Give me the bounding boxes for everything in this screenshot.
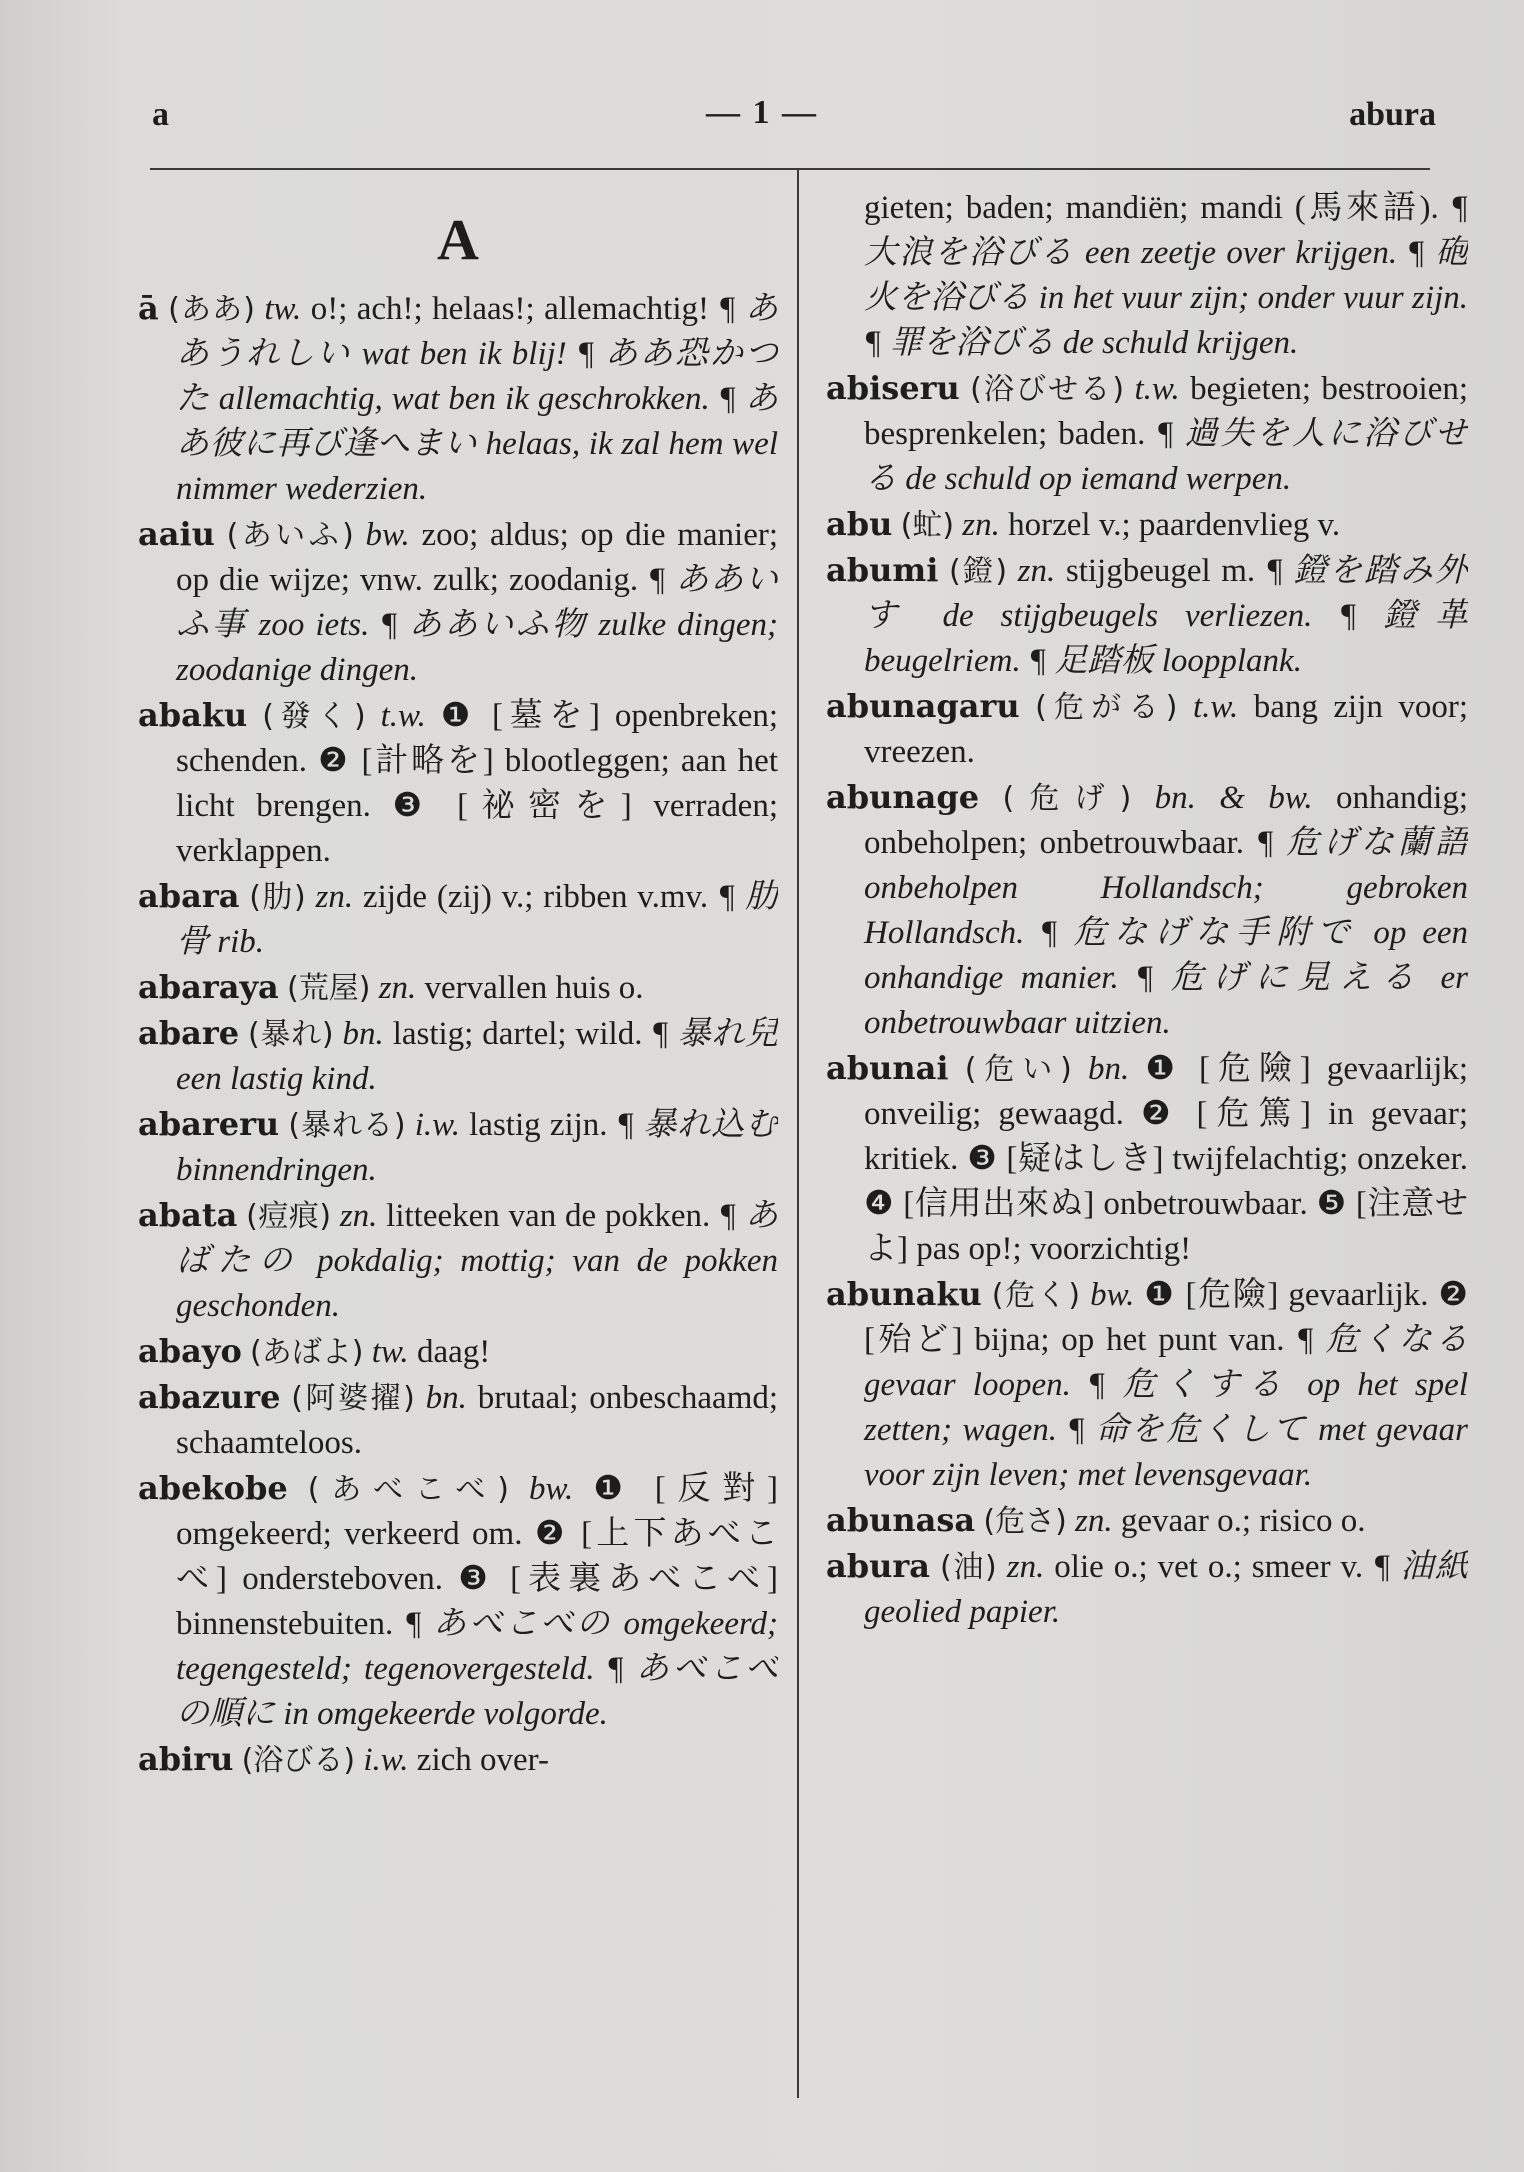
entry-definition: olie o.; vet o.; smeer v. — [1054, 1549, 1364, 1585]
entry-part-of-speech: zn. — [315, 879, 354, 915]
entry-examples: ¶ 危くなる gevaar loopen. ¶ 危くする op het spel zetten; wagen. ¶ 命を危くして met gevaar voor zijn leven; met levensgevaar. — [864, 1322, 1468, 1493]
entry-kana: (荒屋) — [287, 971, 371, 1006]
entry-kana: (阿婆擢) — [291, 1381, 415, 1416]
entry-headword: abunasa — [826, 1501, 976, 1539]
entry-part-of-speech: bn. — [1087, 1051, 1130, 1087]
entry-headword: abata — [138, 1196, 238, 1234]
entry-kana: (あべこべ) — [307, 1472, 509, 1507]
dictionary-entry — [138, 1011, 778, 1102]
header-left-guideword: a — [152, 96, 169, 133]
dictionary-entry — [138, 965, 778, 1011]
entry-part-of-speech: zn. — [1006, 1549, 1045, 1585]
left-column — [138, 186, 778, 2086]
entry-definition: zich over- — [416, 1742, 549, 1778]
entry-kana: (痘痕) — [246, 1199, 332, 1234]
dictionary-entry — [826, 186, 1468, 366]
dictionary-entry — [138, 512, 778, 693]
entry-part-of-speech: zn. — [962, 507, 1000, 543]
entry-kana: (あいふ) — [226, 518, 354, 553]
entry-definition: zijde (zij) v.; ribben v.mv. — [362, 879, 709, 915]
entry-examples: ¶ ああいふ事 zoo iets. ¶ ああいふ物 zulke dingen; zoodanige dingen. — [176, 562, 778, 688]
dictionary-entry — [826, 1046, 1468, 1272]
entry-kana: (暴れる) — [288, 1108, 406, 1143]
entry-kana: (危い) — [964, 1052, 1072, 1087]
entry-kana: (浴びる) — [241, 1743, 356, 1778]
entry-part-of-speech: zn. — [1017, 553, 1056, 589]
entry-kana: (あばよ) — [250, 1335, 364, 1370]
entry-headword: abunage — [826, 778, 980, 816]
entry-part-of-speech: tw. — [264, 291, 302, 327]
entry-examples: ¶ あべこべの omgekeerd; tegengesteld; tegenovergesteld. ¶ あべこべの順に in omgekeerde volgorde. — [176, 1606, 778, 1732]
dictionary-entry — [138, 1466, 778, 1737]
entry-definition: ❶ [反對] omgekeerd; verkeerd om. ❷ [上下あべこべ] ondersteboven. ❸ [表裏あべこべ] binnenstebuiten. — [176, 1471, 778, 1642]
entry-continuation: gieten; baden; mandiën; mandi (馬來語). — [864, 190, 1439, 226]
entry-definition: brutaal; onbeschaamd; schaamteloos. — [176, 1380, 778, 1461]
dictionary-entry — [138, 1375, 778, 1466]
entry-kana: (鐙) — [948, 554, 1008, 589]
entry-headword: abareru — [138, 1105, 280, 1143]
dictionary-entry — [138, 1329, 778, 1375]
entry-headword: abura — [826, 1547, 930, 1585]
entry-headword: abumi — [826, 551, 939, 589]
entry-part-of-speech: zn. — [1075, 1503, 1113, 1539]
entry-examples: ¶ 油紙 geolied papier. — [864, 1549, 1468, 1630]
entry-part-of-speech: bn. & bw. — [1154, 780, 1313, 816]
entry-part-of-speech: bw. — [528, 1471, 574, 1507]
entry-headword: abunaku — [826, 1275, 982, 1313]
entry-part-of-speech: zn. — [339, 1198, 378, 1234]
dictionary-entry — [138, 1102, 778, 1193]
entry-headword: abiru — [138, 1740, 234, 1778]
entry-definition: daag! — [416, 1334, 491, 1370]
entry-kana: (肋) — [249, 880, 306, 915]
column-divider — [797, 168, 799, 2098]
entry-examples: ¶ 過失を人に浴びせる de schuld op iemand werpen. — [864, 416, 1468, 497]
entry-headword: ā — [138, 289, 159, 327]
entry-part-of-speech: bw. — [1090, 1277, 1135, 1313]
right-column — [826, 186, 1468, 2086]
entry-definition: stijgbeugel m. — [1065, 553, 1256, 589]
section-letter: A — [437, 207, 479, 272]
entry-part-of-speech: zn. — [378, 970, 417, 1006]
entry-headword: aaiu — [138, 515, 215, 553]
entry-part-of-speech: bw. — [365, 517, 410, 553]
entry-kana: (危さ) — [983, 1504, 1067, 1539]
entry-part-of-speech: bn. — [342, 1016, 384, 1052]
entry-part-of-speech: t.w. — [1134, 371, 1180, 407]
header-rule — [150, 168, 1430, 170]
entry-examples: ¶ 暴れ兒 een lastig kind. — [176, 1016, 778, 1097]
entry-examples: ¶ 暴れ込む binnendringen. — [176, 1107, 778, 1188]
entry-definition: lastig; dartel; wild. — [392, 1016, 643, 1052]
dictionary-entry — [826, 366, 1468, 502]
entry-kana: (虻) — [900, 508, 955, 543]
entry-headword: abunai — [826, 1049, 949, 1087]
entry-headword: abunagaru — [826, 687, 1020, 725]
dictionary-entry — [826, 1544, 1468, 1635]
dictionary-entry — [138, 874, 778, 965]
entry-definition: ❶ [危險] gevaarlijk. ❷ [殆ど] bijna; op het punt van. — [864, 1277, 1468, 1358]
entry-definition: litteeken van de pokken. — [386, 1198, 711, 1234]
entry-examples: ¶ 危げな蘭語 onbeholpen Hollandsch; gebroken Hollandsch. ¶ 危なげな手附で op een onhandige manier. ¶ 危げに見える er onbetrouwbaar uitzien. — [864, 825, 1468, 1041]
dictionary-entry — [826, 548, 1468, 684]
entry-kana: (危げ) — [1002, 781, 1132, 816]
page-number: — 1 — — [706, 94, 818, 131]
dictionary-entry — [138, 693, 778, 874]
entry-definition: onhandig; onbeholpen; onbetrouwbaar. — [864, 780, 1468, 861]
entry-definition: begieten; bestrooien; besprenkelen; baden. — [864, 371, 1468, 452]
entry-definition: o!; ach!; helaas!; allemachtig! — [310, 291, 709, 327]
entry-kana: (發く) — [262, 699, 366, 734]
entry-part-of-speech: tw. — [371, 1334, 409, 1370]
dictionary-entry — [138, 1193, 778, 1329]
entry-headword: abu — [826, 505, 893, 543]
entry-part-of-speech: i.w. — [414, 1107, 460, 1143]
entry-headword: abare — [138, 1014, 240, 1052]
entry-headword: abazure — [138, 1378, 281, 1416]
dictionary-entry — [826, 684, 1468, 775]
dictionary-entry — [826, 775, 1468, 1046]
entry-definition: zoo; aldus; op die manier; op die wijze; vnw. zulk; zoodanig. — [176, 517, 778, 598]
entry-part-of-speech: bn. — [425, 1380, 467, 1416]
entry-examples: ¶ 肋骨 rib. — [176, 879, 778, 960]
entry-examples: ¶ ああうれしい wat ben ik blij! ¶ ああ恐かつた allemachtig, wat ben ik geschrokken. ¶ ああ彼に再び逢へまい helaas, ik zal hem wel nimmer wederzien. — [176, 291, 778, 507]
entry-part-of-speech: t.w. — [1193, 689, 1239, 725]
entry-kana: (浴びせる) — [970, 372, 1125, 407]
header-right-guideword: abura — [1349, 96, 1436, 133]
entry-headword: abaku — [138, 696, 248, 734]
entry-examples: ¶ 鐙を踏み外す de stijgbeugels verliezen. ¶ 鐙革 beugelriem. ¶ 足踏板 loopplank. — [864, 553, 1468, 679]
entry-kana: (危がる) — [1035, 690, 1178, 725]
entry-headword: abayo — [138, 1332, 242, 1370]
entry-part-of-speech: t.w. — [380, 698, 426, 734]
entry-examples: ¶ 大浪を浴びる een zeetje over krijgen. ¶ 砲火を浴びる in het vuur zijn; onder vuur zijn. ¶ 罪を浴びる de schuld krijgen. — [864, 190, 1468, 361]
entry-definition: horzel v.; paardenvlieg v. — [1008, 507, 1341, 543]
dictionary-entry — [826, 1272, 1468, 1498]
entry-definition: vervallen huis o. — [424, 970, 644, 1006]
dictionary-entry — [826, 1498, 1468, 1544]
entry-definition: lastig zijn. — [469, 1107, 608, 1143]
entry-definition: gevaar o.; risico o. — [1120, 1503, 1366, 1539]
entry-headword: abekobe — [138, 1469, 288, 1507]
entry-headword: abara — [138, 877, 240, 915]
entry-definition: ❶ [墓を] openbreken; schenden. ❷ [計略を] blootleggen; aan het licht brengen. ❸ [祕密を] verraden; verklappen. — [176, 698, 778, 869]
entry-part-of-speech: i.w. — [363, 1742, 409, 1778]
dictionary-entry — [138, 1737, 778, 1783]
dictionary-entry — [826, 502, 1468, 548]
entry-kana: (油) — [939, 1550, 997, 1585]
entry-definition: ❶ [危險] gevaarlijk; onveilig; gewaagd. ❷ [危篤] in gevaar; kritiek. ❸ [疑はしき] twijfelachtig; onzeker. ❹ [信用出來ぬ] onbetrouwbaar. ❺ [注意せよ] pas op!; voorzichtig! — [864, 1051, 1468, 1267]
dictionary-entry — [138, 286, 778, 512]
entry-kana: (危く) — [991, 1278, 1081, 1313]
entry-headword: abiseru — [826, 369, 960, 407]
entry-headword: abaraya — [138, 968, 279, 1006]
entry-kana: (ああ) — [168, 292, 255, 327]
entry-kana: (暴れ) — [248, 1017, 334, 1052]
entry-definition: bang zijn voor; vreezen. — [864, 689, 1468, 770]
entry-examples: ¶ あばたの pokdalig; mottig; van de pokken geschonden. — [176, 1198, 778, 1324]
